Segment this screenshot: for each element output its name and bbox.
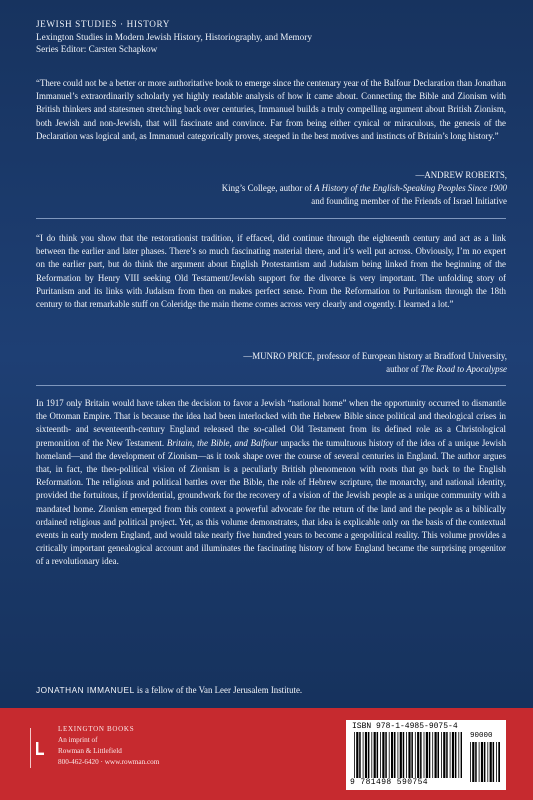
barcode-bar: [411, 732, 413, 778]
divider: [36, 385, 506, 386]
barcode-bar: [432, 732, 433, 778]
endorser-name: —MUNRO PRICE, professor of European history at Bradford University,: [243, 351, 507, 361]
endorsement-attribution-1: [37, 169, 507, 209]
barcode-bar: [493, 742, 495, 782]
author-name: JONATHAN IMMANUEL: [36, 685, 135, 695]
barcode-bar: [380, 732, 381, 778]
book-title: Britain, the Bible, and Balfour: [166, 437, 278, 448]
subject-line: JEWISH STUDIES · HISTORY: [36, 19, 170, 29]
barcode-bar: [472, 742, 474, 782]
publisher-parent: Rowman & Littlefield: [58, 747, 122, 755]
endorsement-attribution-2: [37, 350, 507, 376]
barcode-bar: [441, 732, 442, 778]
publisher-logo-icon: [30, 728, 48, 768]
barcode-bar: [382, 732, 384, 778]
barcode-bar: [398, 732, 399, 778]
barcode-bar: [420, 732, 422, 778]
barcode-bar: [374, 732, 376, 778]
barcode-bar: [490, 742, 492, 782]
author-bio: JONATHAN IMMANUEL is a fellow of the Van Leer Jerusalem Institute.: [36, 685, 303, 695]
divider: [36, 218, 506, 219]
barcode-bar: [443, 732, 445, 778]
isbn-label: ISBN 978-1-4985-9075-4: [352, 722, 458, 731]
barcode-bar: [487, 742, 488, 782]
barcode-bar: [484, 742, 486, 782]
book-description: In 1917 only Britain would have taken the decision to favor a Jewish “national home” when the opportunity occurred to dismantle the Ottoman Empire. That is because the idea had been interlocked with the Hebrew Bible since political and theological crises in sixteenth- and seventeenth-century England released the so-called Old Testament from its defined role as a Christological premonition of the New Testament. Britain, the Bible, and Balfour unpacks the tumultuous history of the idea of a unique Jewish homeland—and the development of Zionism—as it took shape over the course of several centuries in England. The author argues that, in fact, the theo-political vision of Zionism is a peculiarly British phenomenon with roots that go back to the English Reformation. The religious and political battles over the Bible, the role of Hebrew scripture, the monarchy, and national identity, provided the fortuitous, if providential, groundwork for the recovery of a vision of the Jewish people as a unique community with a mandated home. Zionism emerged from this context a powerful advocate for the return of the land and the people as a biblically ordained religious and political project. Yet, as this volume demonstrates, that idea is explicable only on the basis of the contextual events in early modern England, and would take nearly five hundred years to become a geopolitical reality. This volume provides a critically important genealogical account and illuminates the fascinating history of how England became the surprising progenitor of a revolutionary idea.: [36, 398, 507, 567]
barcode-bar: [496, 742, 497, 782]
barcode-bar: [356, 732, 358, 778]
barcode-bar: [461, 732, 462, 778]
endorsement-quote-2: “I do think you show that the restorationist tradition, if effaced, did continue through the eighteenth century and act as a link between the earlier and later phases. There’s so much fascinating material there, and it’s well put across. Obviously, I’m no expert on the earlier part, but do think the argument about English Protestantism and Judaism being linked from the beginning of the Reformation by Henry VIII seeking Old Testament/Jewish support for the divorce is very important. The unfolding story of Puritanism and its links with Judaism from then on makes perfect sense. From the Reformation to Puritanism through the 18th century to that remarkable stuff on Coleridge the main theme comes across very clearly and cogently. I learned a lot.”: [36, 233, 506, 310]
price-barcode: [470, 742, 500, 782]
endorser-book-title: The Road to Apocalypse: [420, 364, 507, 375]
publisher-contact: 800-462-6420 · www.rowman.com: [58, 758, 160, 766]
endorser-name: —ANDREW ROBERTS,: [415, 170, 507, 180]
barcode-bar: [408, 732, 410, 778]
publisher-footer: [0, 708, 533, 800]
series-title: Lexington Studies in Modern Jewish History, Historiography, and Memory: [36, 31, 312, 42]
barcode-bar: [354, 732, 355, 778]
barcode-bar: [368, 732, 370, 778]
barcode-bar: [417, 732, 419, 778]
barcode-bar: [406, 732, 407, 778]
barcode-bar: [435, 732, 437, 778]
barcode-bar: [385, 732, 387, 778]
endorser-membership: and founding member of the Friends of Israel Initiative: [311, 196, 507, 207]
endorser-affiliation: author of The Road to Apocalypse: [386, 364, 507, 375]
ean-number: 9 781498 590754: [350, 778, 429, 787]
series-editor: Series Editor: Carsten Schapkow: [36, 44, 158, 54]
barcode-bar: [498, 742, 500, 782]
barcode-bar: [450, 732, 451, 778]
barcode-bar: [400, 732, 402, 778]
endorser-book-title: A History of the English-Speaking Peoples Since 1900: [314, 183, 507, 194]
barcode-bar: [403, 732, 405, 778]
endorsement-quote-1: “There could not be a better or more authoritative book to emerge since the centenary year of the Balfour Declaration than Jonathan Immanuel’s extraordinarily scholarly yet highly readable analysis of how it came about. Connecting the Bible and Zionism with British thinkers and statesmen stretching back over centuries, Immanuel builds a truly compelling argument about British Zionism, both Jewish and non-Jewish, that will fascinate and convince. Far from being either cynical or miraculous, the genesis of the Declaration was logical and, as Immanuel categorically proves, steeped in the best motives and instincts of Britain’s long history.”: [36, 78, 506, 141]
barcode-bar: [389, 732, 390, 778]
barcode-bar: [365, 732, 367, 778]
barcode-bar: [438, 732, 440, 778]
barcode-bar: [377, 732, 379, 778]
barcode-bar: [394, 732, 396, 778]
barcode-bar: [446, 732, 448, 778]
barcode-bar: [455, 732, 457, 778]
barcode-bar: [415, 732, 416, 778]
barcode-bar: [426, 732, 428, 778]
barcode-bar: [359, 732, 361, 778]
barcode-bar: [371, 732, 372, 778]
barcode-bar: [363, 732, 364, 778]
barcode-bar: [391, 732, 393, 778]
barcode-bar: [424, 732, 425, 778]
barcode-bar: [470, 742, 471, 782]
endorser-affiliation: King’s College, author of A History of the English-Speaking Peoples Since 1900: [221, 183, 507, 194]
barcode-bar: [429, 732, 431, 778]
barcode-block: [346, 720, 506, 790]
barcode-bar: [475, 742, 477, 782]
barcode-bar: [479, 742, 480, 782]
ean-barcode: [354, 732, 462, 778]
publisher-name: LEXINGTON BOOKS: [58, 725, 135, 733]
barcode-bar: [481, 742, 483, 782]
publisher-imprint: An imprint of: [58, 736, 98, 744]
barcode-bar: [458, 732, 459, 778]
price-code: 90000: [470, 732, 493, 740]
publisher-info: [58, 724, 208, 768]
series-info: [36, 18, 506, 56]
barcode-bar: [452, 732, 454, 778]
